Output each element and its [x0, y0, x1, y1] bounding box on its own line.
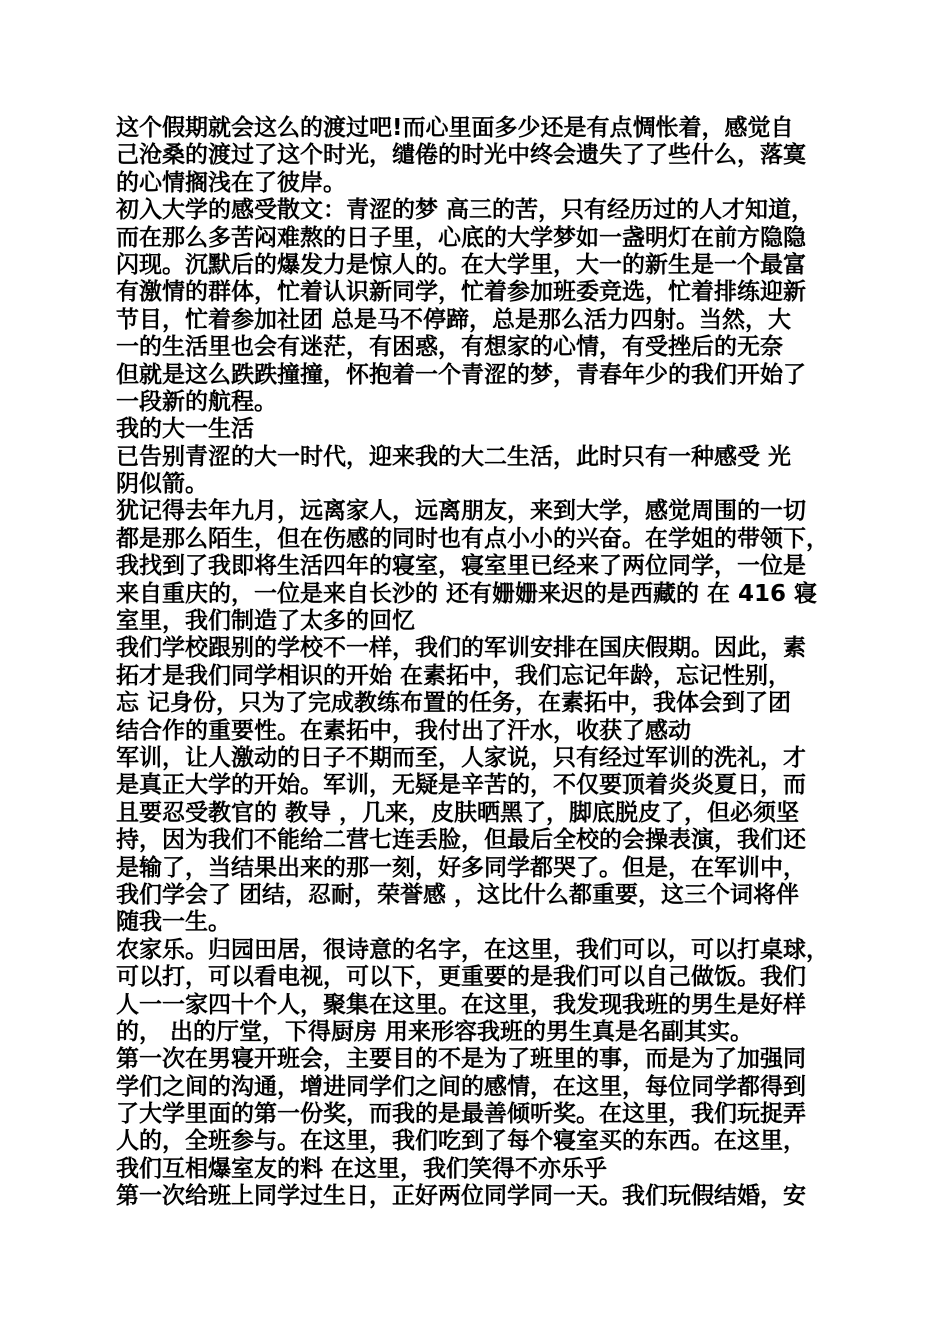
text-line: 犹记得去年九月，远离家人，远离朋友，来到大学，感觉周围的一切	[116, 498, 806, 525]
text-line: 人的，全班参与。在这里，我们吃到了每个寝室买的东西。在这里，	[116, 1128, 806, 1155]
text-line: 的， 出的厅堂，下得厨房 用来形容我班的男生真是名副其实。	[116, 1018, 754, 1045]
text-line: 军训，让人激动的日子不期而至，人家说，只有经过军训的洗礼，才	[116, 744, 806, 771]
text-line: 是真正大学的开始。军训，无疑是辛苦的，不仅要顶着炎炎夏日，而	[116, 772, 806, 799]
text-line: 室里，我们制造了太多的回忆	[116, 608, 415, 635]
text-line: 持，因为我们不能给二营七连丢脸，但最后全校的会操表演，我们还	[116, 827, 806, 854]
text-line: 我们学会了 团结，忍耐，荣誉感 ，这比什么都重要，这三个词将伴	[116, 881, 800, 908]
text-line: 已告别青涩的大一时代，迎来我的大二生活，此时只有一种感受 光	[116, 443, 792, 470]
text-line: 随我一生。	[116, 909, 231, 936]
text-line: 第一次给班上同学过生日，正好两位同学同一天。我们玩假结婚，安	[116, 1183, 806, 1210]
text-line: 一的生活里也会有迷茫，有困惑，有想家的心情，有受挫后的无奈	[116, 334, 783, 361]
text-line: 初入大学的感受散文：青涩的梦 高三的苦，只有经历过的人才知道，	[116, 197, 815, 224]
text-line: 人一一家四十个人，聚集在这里。在这里，我发现我班的男生是好样	[116, 991, 806, 1018]
text-line: 了大学里面的第一份奖，而我的是最善倾听奖。在这里，我们玩捉弄	[116, 1101, 806, 1128]
text-line: 我找到了我即将生活四年的寝室，寝室里已经来了两位同学，一位是	[116, 553, 806, 580]
text-line: 都是那么陌生，但在伤感的同时也有点小小的兴奋。在学姐的带领下，	[116, 525, 829, 552]
text-line: 且要忍受教官的 教导 ，几来，皮肤晒黑了，脚底脱皮了，但必须坚	[116, 799, 800, 826]
text-line: 我们学校跟别的学校不一样，我们的军训安排在国庆假期。因此，素	[116, 635, 806, 662]
text-line: 学们之间的沟通，增进同学们之间的感情，在这里，每位同学都得到	[116, 1073, 806, 1100]
text-line: 的心情搁浅在了彼岸。	[116, 169, 346, 196]
document-body	[116, 115, 851, 1211]
text-line: 拓才是我们同学相识的开始 在素拓中，我们忘记年龄，忘记性别，	[116, 662, 792, 689]
text-line: 忘 记身份，只为了完成教练布置的任务，在素拓中，我体会到了团	[116, 690, 792, 717]
section-heading: 我的大一生活	[116, 416, 254, 443]
text-line: 闪现。沉默后的爆发力是惊人的。在大学里，大一的新生是一个最富	[116, 251, 806, 278]
text-line: 一段新的航程。	[116, 388, 277, 415]
text-line: 节目，忙着参加社团 总是马不停蹄，总是那么活力四射。当然，大	[116, 306, 792, 333]
text-line: 阴似箭。	[116, 471, 208, 498]
text-line: 结合作的重要性。在素拓中，我付出了汗水，收获了感动	[116, 717, 691, 744]
text-line: 己沧桑的渡过了这个时光，缱倦的时光中终会遗失了了些什么，落寞	[116, 142, 806, 169]
text-line: 第一次在男寝开班会，主要目的不是为了班里的事，而是为了加强同	[116, 1046, 806, 1073]
text-line: 这个假期就会这么的渡过吧!而心里面多少还是有点惆怅着，感觉自	[116, 115, 794, 141]
text-line: 可以打，可以看电视，可以下，更重要的是我们可以自己做饭。我们	[116, 964, 806, 991]
text-line: 我们互相爆室友的料 在这里，我们笑得不亦乐乎	[116, 1155, 608, 1182]
text-line: 农家乐。归园田居，很诗意的名字，在这里，我们可以，可以打桌球，	[116, 936, 829, 963]
text-line: 有激情的群体，忙着认识新同学，忙着参加班委竞选，忙着排练迎新	[116, 279, 806, 306]
text-line: 但就是这么跌跌撞撞，怀抱着一个青涩的梦，青春年少的我们开始了	[116, 361, 806, 388]
text-line: 来自重庆的，一位是来自长沙的 还有姗姗来迟的是西藏的 在 416 寝	[116, 580, 818, 607]
text-line: 是输了，当结果出来的那一刻，好多同学都哭了。但是，在军训中，	[116, 854, 806, 881]
text-line: 而在那么多苦闷难熬的日子里，心底的大学梦如一盏明灯在前方隐隐	[116, 224, 806, 251]
